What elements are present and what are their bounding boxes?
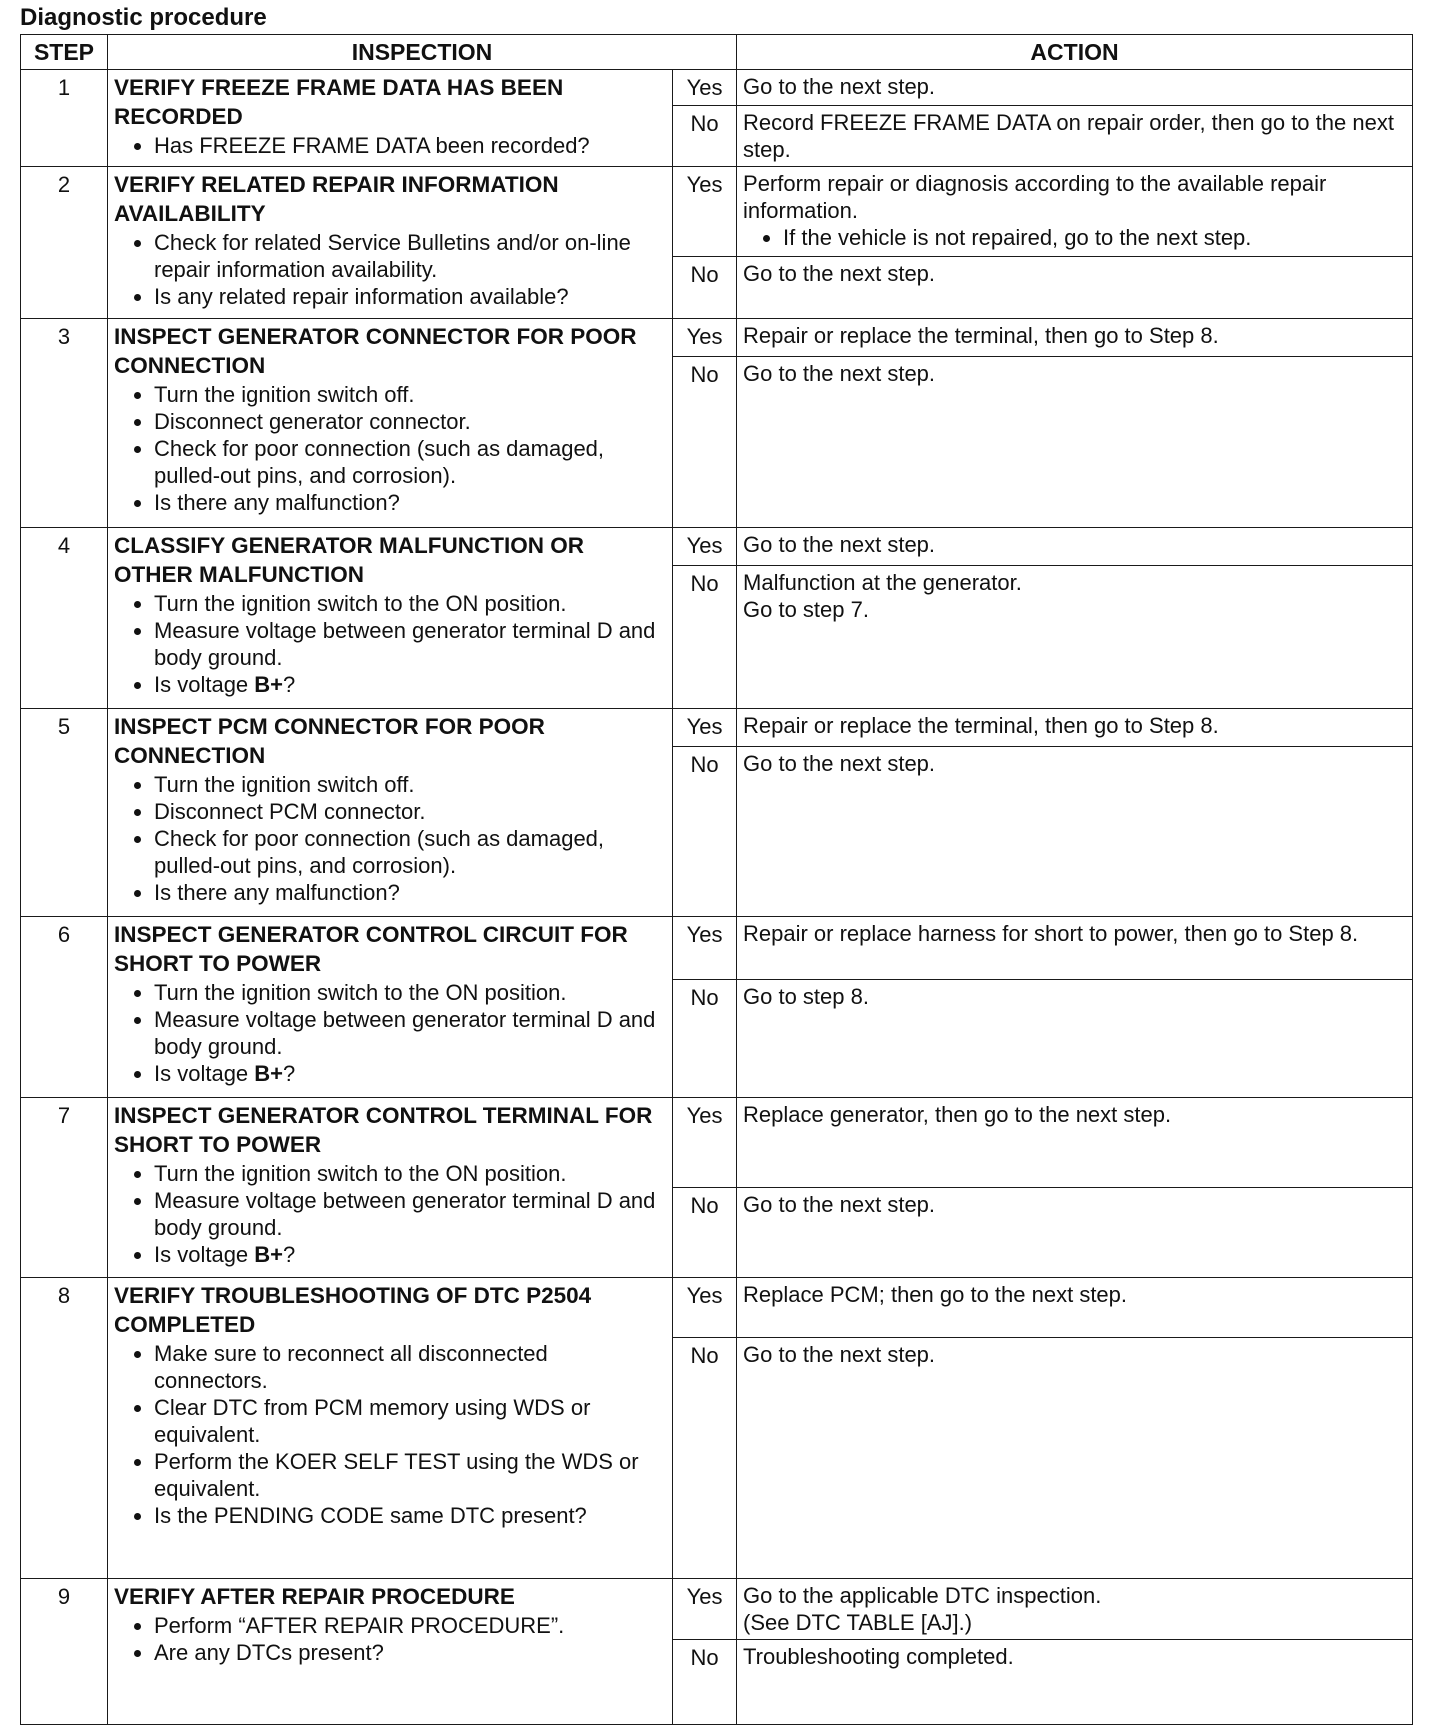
header-action: ACTION bbox=[737, 35, 1413, 70]
yes-action-cell bbox=[737, 917, 1413, 979]
inspection-cell bbox=[108, 70, 673, 167]
step-row-yes bbox=[21, 1278, 1413, 1337]
yes-action-bullets bbox=[743, 224, 1406, 251]
no-label: No bbox=[673, 566, 737, 708]
no-label: No bbox=[673, 746, 737, 917]
step-number: 9 bbox=[21, 1579, 108, 1725]
inspection-bullet: • Check for related Service Bulletins and/or on-line repair information availability. bbox=[154, 229, 666, 283]
yes-label: Yes bbox=[673, 167, 737, 257]
yes-action-cell bbox=[737, 70, 1413, 106]
step-row-yes bbox=[21, 167, 1413, 257]
inspection-bullets bbox=[114, 1612, 666, 1666]
yes-action-cell bbox=[737, 1278, 1413, 1337]
yes-action-cell bbox=[737, 1579, 1413, 1640]
no-label: No bbox=[673, 105, 737, 166]
inspection-title: VERIFY TROUBLESHOOTING OF DTC P2504 COMPLETED bbox=[114, 1283, 592, 1338]
inspection-cell bbox=[108, 917, 673, 1097]
no-action-text: Go to step 8. bbox=[743, 983, 869, 1009]
voltage-prefix: Is voltage bbox=[154, 1241, 255, 1267]
step-number: 3 bbox=[21, 319, 108, 528]
yes-label: Yes bbox=[673, 319, 737, 357]
yes-action-cell bbox=[737, 1097, 1413, 1187]
inspection-bullet: • Turn the ignition switch to the ON position. bbox=[154, 979, 666, 1006]
no-label: No bbox=[673, 257, 737, 319]
diagnostic-table bbox=[20, 34, 1413, 1725]
inspection-bullet: • Is the PENDING CODE same DTC present? bbox=[154, 1502, 666, 1529]
inspection-bullet: • Check for poor connection (such as damaged, pulled-out pins, and corrosion). bbox=[154, 825, 666, 879]
inspection-title: INSPECT GENERATOR CONTROL CIRCUIT FOR SHORT TO POWER bbox=[114, 922, 628, 977]
yes-label: Yes bbox=[673, 528, 737, 566]
inspection-bullet: • Turn the ignition switch to the ON position. bbox=[154, 1160, 666, 1187]
inspection-cell bbox=[108, 708, 673, 917]
inspection-bullets bbox=[114, 132, 666, 159]
voltage-prefix: Is voltage bbox=[154, 672, 255, 698]
inspection-title: INSPECT GENERATOR CONTROL TERMINAL FOR SHORT TO POWER bbox=[114, 1102, 653, 1157]
step-number: 1 bbox=[21, 70, 108, 167]
yes-action-text: Go to the applicable DTC inspection. bbox=[743, 1583, 1102, 1609]
no-action-text: Go to the next step. bbox=[743, 361, 936, 387]
step-number: 6 bbox=[21, 917, 108, 1097]
step-number: 5 bbox=[21, 708, 108, 917]
no-action-cell bbox=[737, 1188, 1413, 1278]
inspection-bullet: • Measure voltage between generator terminal D and body ground. bbox=[154, 1006, 666, 1060]
no-action-text: Record FREEZE FRAME DATA on repair order, then go to the next step. bbox=[743, 109, 1394, 162]
yes-action-text: Repair or replace harness for short to power, then go to Step 8. bbox=[743, 921, 1359, 947]
inspection-bullet: • Clear DTC from PCM memory using WDS or equivalent. bbox=[154, 1394, 666, 1448]
no-action-cell bbox=[737, 105, 1413, 166]
no-action-text: Go to the next step. bbox=[743, 750, 936, 776]
inspection-bullets bbox=[114, 1340, 666, 1529]
inspection-bullet: • Measure voltage between generator terminal D and body ground. bbox=[154, 617, 666, 671]
no-label: No bbox=[673, 979, 737, 1097]
step-row-yes bbox=[21, 319, 1413, 357]
yes-label: Yes bbox=[673, 708, 737, 746]
yes-label: Yes bbox=[673, 917, 737, 979]
step-number: 4 bbox=[21, 528, 108, 708]
inspection-bullet: • Make sure to reconnect all disconnected connectors. bbox=[154, 1340, 666, 1394]
inspection-cell bbox=[108, 528, 673, 708]
inspection-bullet: • Perform “AFTER REPAIR PROCEDURE”. bbox=[154, 1612, 666, 1639]
no-label: No bbox=[673, 1337, 737, 1579]
inspection-bullet: • Measure voltage between generator terminal D and body ground. bbox=[154, 1187, 666, 1241]
inspection-cell bbox=[108, 319, 673, 528]
yes-action-text: (See DTC TABLE [AJ].) bbox=[743, 1610, 973, 1636]
yes-label: Yes bbox=[673, 70, 737, 106]
step-row-yes bbox=[21, 528, 1413, 566]
yes-action-text: Repair or replace the terminal, then go to Step 8. bbox=[743, 712, 1219, 738]
no-action-cell bbox=[737, 746, 1413, 917]
inspection-bullet: • Turn the ignition switch off. bbox=[154, 771, 666, 798]
inspection-bullet: • Check for poor connection (such as damaged, pulled-out pins, and corrosion). bbox=[154, 435, 666, 489]
inspection-title: INSPECT GENERATOR CONNECTOR FOR POOR CONNECTION bbox=[114, 324, 637, 379]
inspection-title: VERIFY FREEZE FRAME DATA HAS BEEN RECORDED bbox=[114, 75, 564, 129]
no-action-cell bbox=[737, 357, 1413, 528]
no-action-text: Go to step 7. bbox=[743, 597, 869, 623]
inspection-bullet: • Disconnect PCM connector. bbox=[154, 798, 666, 825]
step-number: 2 bbox=[21, 167, 108, 319]
inspection-bullet: • Is there any malfunction? bbox=[154, 489, 666, 516]
voltage-prefix: Is voltage bbox=[154, 1061, 255, 1087]
step-number: 7 bbox=[21, 1097, 108, 1277]
inspection-bullet: • Disconnect generator connector. bbox=[154, 408, 666, 435]
inspection-bullet: • Is any related repair information available? bbox=[154, 283, 666, 310]
yes-action-cell bbox=[737, 528, 1413, 566]
inspection-bullet: • Turn the ignition switch off. bbox=[154, 381, 666, 408]
inspection-cell bbox=[108, 1579, 673, 1725]
no-label: No bbox=[673, 1188, 737, 1278]
inspection-bullet: • Perform the KOER SELF TEST using the WDS or equivalent. bbox=[154, 1448, 666, 1502]
no-action-text: Malfunction at the generator. bbox=[743, 570, 1022, 596]
header-step: STEP bbox=[21, 35, 108, 70]
yes-action-bullet: • If the vehicle is not repaired, go to the next step. bbox=[783, 224, 1406, 251]
yes-action-text: Repair or replace the terminal, then go to Step 8. bbox=[743, 323, 1219, 349]
inspection-bullets bbox=[114, 771, 666, 906]
yes-action-cell bbox=[737, 708, 1413, 746]
no-action-cell bbox=[737, 1337, 1413, 1579]
no-action-text: Go to the next step. bbox=[743, 261, 936, 287]
voltage-value: B+ bbox=[254, 672, 284, 698]
yes-label: Yes bbox=[673, 1097, 737, 1187]
yes-action-cell bbox=[737, 319, 1413, 357]
yes-action-text: Go to the next step. bbox=[743, 532, 936, 558]
voltage-value: B+ bbox=[254, 1061, 284, 1087]
step-row-yes bbox=[21, 1097, 1413, 1187]
no-label: No bbox=[673, 1640, 737, 1725]
no-label: No bbox=[673, 357, 737, 528]
inspection-bullets bbox=[114, 229, 666, 310]
header-inspection: INSPECTION bbox=[108, 35, 737, 70]
no-action-cell bbox=[737, 566, 1413, 708]
inspection-bullet: • Has FREEZE FRAME DATA been recorded? bbox=[154, 132, 666, 159]
header-row bbox=[21, 35, 1413, 70]
inspection-bullets bbox=[114, 1160, 666, 1268]
no-action-text: Go to the next step. bbox=[743, 1341, 936, 1367]
inspection-bullet bbox=[154, 671, 666, 698]
inspection-bullet: • Is there any malfunction? bbox=[154, 879, 666, 906]
inspection-cell bbox=[108, 1278, 673, 1579]
voltage-suffix: ? bbox=[283, 672, 296, 698]
inspection-title: INSPECT PCM CONNECTOR FOR POOR CONNECTION bbox=[114, 713, 545, 768]
no-action-text: Go to the next step. bbox=[743, 1192, 936, 1218]
inspection-title: CLASSIFY GENERATOR MALFUNCTION OR OTHER MALFUNCTION bbox=[114, 533, 585, 588]
voltage-suffix: ? bbox=[283, 1061, 296, 1087]
inspection-bullet bbox=[154, 1060, 666, 1087]
voltage-value: B+ bbox=[254, 1241, 284, 1267]
step-row-yes bbox=[21, 917, 1413, 979]
yes-label: Yes bbox=[673, 1579, 737, 1640]
inspection-bullets bbox=[114, 381, 666, 516]
inspection-bullet: • Turn the ignition switch to the ON position. bbox=[154, 590, 666, 617]
inspection-bullet: • Are any DTCs present? bbox=[154, 1639, 666, 1666]
step-row-yes bbox=[21, 70, 1413, 106]
inspection-bullets bbox=[114, 979, 666, 1087]
no-action-cell bbox=[737, 979, 1413, 1097]
inspection-title: VERIFY AFTER REPAIR PROCEDURE bbox=[114, 1584, 515, 1610]
step-row-yes bbox=[21, 708, 1413, 746]
step-number: 8 bbox=[21, 1278, 108, 1579]
inspection-cell bbox=[108, 1097, 673, 1277]
voltage-suffix: ? bbox=[283, 1241, 296, 1267]
inspection-bullets bbox=[114, 590, 666, 698]
inspection-bullet bbox=[154, 1241, 666, 1268]
yes-action-text: Replace generator, then go to the next step. bbox=[743, 1101, 1172, 1127]
step-row-yes bbox=[21, 1579, 1413, 1640]
yes-action-text: Perform repair or diagnosis according to the available repair information. bbox=[743, 171, 1327, 224]
yes-action-cell bbox=[737, 167, 1413, 257]
yes-action-text: Go to the next step. bbox=[743, 74, 936, 99]
no-action-cell bbox=[737, 257, 1413, 319]
page-title: Diagnostic procedure bbox=[20, 4, 267, 31]
yes-action-text: Replace PCM; then go to the next step. bbox=[743, 1282, 1128, 1308]
no-action-cell bbox=[737, 1640, 1413, 1725]
inspection-title: VERIFY RELATED REPAIR INFORMATION AVAILABILITY bbox=[114, 172, 559, 227]
no-action-text: Troubleshooting completed. bbox=[743, 1644, 1014, 1670]
yes-label: Yes bbox=[673, 1278, 737, 1337]
inspection-cell bbox=[108, 167, 673, 319]
